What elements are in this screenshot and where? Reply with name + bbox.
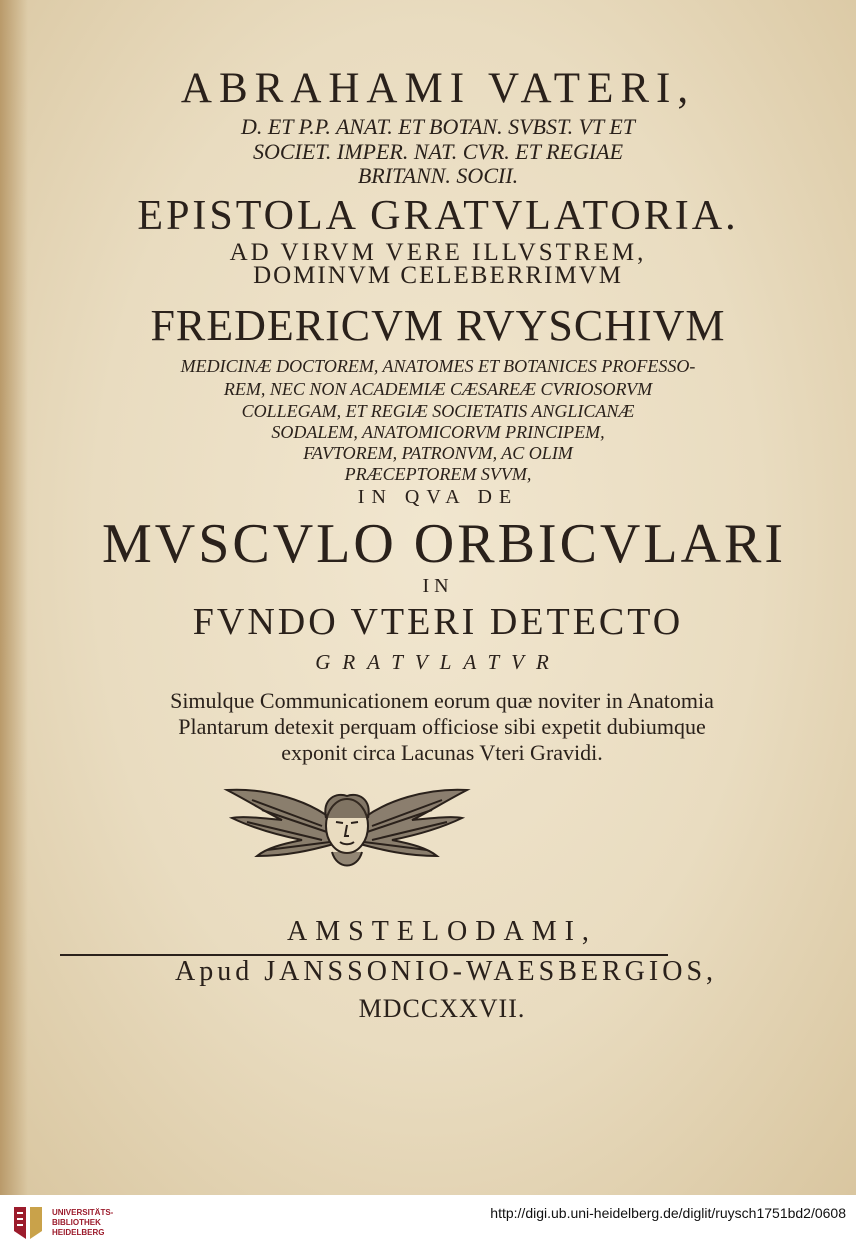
subject-intro: IN QVA DE [357,486,519,508]
author-credentials-2: SOCIET. IMPER. NAT. CVR. ET REGIAE [252,139,624,164]
logo-line-1: UNIVERSITÄTS- [52,1208,114,1217]
dedication-line-2: DOMINVM CELEBERRIMVM [253,262,623,289]
dedicatee-titles-5: FAVTOREM, PATRONVM, AC OLIM [303,443,573,463]
subject-location: FVNDO VTERI DETECTO [192,601,684,643]
winged-cherub-ornament-icon [222,778,472,888]
dedicatee-titles-1: MEDICINÆ DOCTOREM, ANATOMES ET BOTANICES PROFESSO- [180,356,696,376]
dedication-line-1: AD VIRVM VERE ILLVSTREM, [229,239,647,266]
source-url-link[interactable]: http://digi.ub.uni-heidelberg.de/diglit/ruysch1751bd2/0608 [490,1205,846,1221]
subject-connector: IN [422,575,454,597]
dedicatee-titles-4: SODALEM, ANATOMICORVM PRINCIPEM, [271,422,605,442]
imprint-year: MDCCXXVII. [358,994,526,1023]
dedicatee-titles-2: REM, NEC NON ACADEMIÆ CÆSAREÆ CVRIOSORVM [223,379,653,399]
summary-line-3: exponit circa Lacunas Vteri Gravidi. [281,740,603,765]
dedicatee-titles-3: COLLEGAM, ET REGIÆ SOCIETATIS ANGLICANÆ [241,401,635,421]
dedicatee-name: FREDERICVM RVYSCHIVM [150,301,726,350]
imprint-city: AMSTELODAMI, [287,916,597,947]
logo-line-3: HEIDELBERG [52,1228,105,1237]
author-credentials-3: BRITANN. SOCII. [357,163,519,188]
author-name: ABRAHAMI VATERI, [180,65,696,112]
imprint-publisher: Apud JANSSONIO-WAESBERGIOS, [174,956,718,987]
library-logo-text [52,1208,113,1238]
logo-line-2: BIBLIOTHEK [52,1218,101,1227]
summary-line-1: Simulque Communicationem eorum quæ noviter in Anatomia [170,688,714,713]
university-library-logo-icon [10,1203,46,1243]
author-credentials-1: D. ET P.P. ANAT. ET BOTAN. SVBST. VT ET [240,114,636,139]
gratulatur-line: GRATVLATVR [315,650,561,674]
subject-title: MVSCVLO ORBICVLARI [101,513,787,575]
summary-line-2: Plantarum detexit perquam officiose sibi expetit dubiumque [178,714,706,739]
footer-bar [0,1195,856,1257]
dedicatee-titles-6: PRÆCEPTOREM SVVM, [344,464,532,484]
work-title: EPISTOLA GRATVLATORIA. [137,193,739,239]
